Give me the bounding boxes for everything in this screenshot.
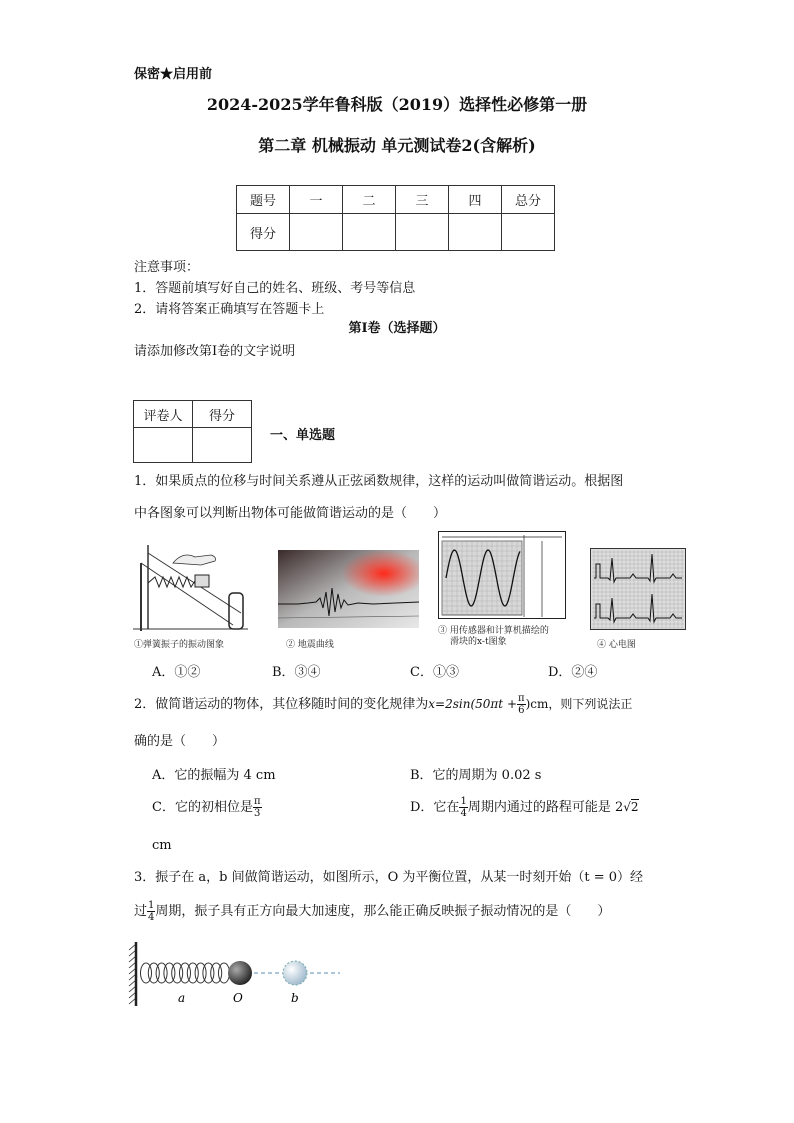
option-a[interactable]: A．它的振幅为 4 cm bbox=[152, 768, 276, 783]
option-b[interactable]: B．③④ bbox=[272, 665, 321, 680]
score-header-cell: 三 bbox=[396, 186, 449, 214]
score-header-cell: 四 bbox=[449, 186, 502, 214]
fraction-denominator: 4 bbox=[460, 808, 467, 819]
grader-cell[interactable] bbox=[134, 428, 193, 463]
score-header-cell: 二 bbox=[343, 186, 396, 214]
question-text: 周期，振子具有正方向最大加速度，那么能正确反映振子振动情况的是（ ） bbox=[155, 904, 611, 919]
question-3-text bbox=[134, 898, 674, 926]
option-text: D．它在 bbox=[410, 800, 460, 815]
question-line: 中各图象可以判断出物体可能做简谐运动的是（ ） bbox=[134, 506, 447, 521]
part1-title: 第I卷（选择题） bbox=[348, 321, 446, 336]
spring-oscillator-figure bbox=[133, 543, 248, 633]
note-item: 1．答题前填写好自己的姓名、班级、考号等信息 bbox=[134, 281, 416, 296]
notes-heading: 注意事项： bbox=[134, 260, 200, 275]
question-text: )cm，则下列说法正 bbox=[525, 697, 633, 711]
exam-title: 2024-2025学年鲁科版（2019）选择性必修第一册 bbox=[206, 95, 588, 114]
score-cell[interactable] bbox=[290, 214, 343, 251]
fraction-denominator: 6 bbox=[518, 705, 525, 716]
score-cell[interactable] bbox=[343, 214, 396, 251]
score-header-cell: 一 bbox=[290, 186, 343, 214]
sensor-xt-figure bbox=[438, 531, 566, 619]
confidential-label: 保密★启用前 bbox=[134, 67, 213, 82]
grader-table bbox=[133, 400, 252, 463]
sqrt-radicand: 2 bbox=[630, 800, 639, 814]
label-o: O bbox=[233, 991, 243, 1005]
score-cell[interactable] bbox=[396, 214, 449, 251]
option-c[interactable]: C．①③ bbox=[410, 665, 459, 680]
fraction-denominator: 4 bbox=[148, 912, 155, 923]
fraction-numerator: 1 bbox=[148, 900, 155, 911]
question-text: 过 bbox=[134, 904, 148, 919]
question-3-line: 3．振子在 a，b 间做简谐运动，如图所示，O 为平衡位置，从某一时刻开始（t = 0）经 bbox=[134, 870, 644, 885]
grader-cell[interactable] bbox=[193, 428, 252, 463]
figure-caption: ② 地震曲线 bbox=[286, 640, 334, 650]
section-title: 一、单选题 bbox=[270, 428, 336, 443]
option-c[interactable] bbox=[152, 796, 262, 819]
question-2-text bbox=[134, 690, 674, 719]
score-table bbox=[236, 185, 555, 251]
figure-caption: ③ 用传感器和计算机描绘的 bbox=[438, 626, 549, 636]
figure-caption: 滑块的x-t图象 bbox=[450, 637, 507, 647]
option-d[interactable]: D．②④ bbox=[548, 665, 598, 680]
score-header-cell: 总分 bbox=[502, 186, 555, 214]
ecg-figure bbox=[590, 548, 686, 630]
fraction bbox=[459, 796, 467, 819]
option-text: 周期内通过的路程可能是 2 bbox=[467, 800, 624, 815]
fraction-numerator: π bbox=[253, 796, 261, 807]
score-cell[interactable] bbox=[449, 214, 502, 251]
fraction bbox=[517, 693, 526, 716]
note-item: 2．请将答案正确填写在答题卡上 bbox=[134, 302, 325, 317]
question-line: 确的是（ ） bbox=[134, 734, 226, 749]
fraction-numerator: π bbox=[518, 693, 525, 704]
score-cell[interactable] bbox=[502, 214, 555, 251]
question-1-text bbox=[134, 468, 694, 528]
formula: x=2sin(50πt + bbox=[428, 697, 517, 711]
label-a: a bbox=[178, 991, 186, 1005]
seismograph-figure bbox=[278, 550, 419, 628]
question-text: 2．做简谐运动的物体，其位移随时间的变化规律为 bbox=[134, 697, 429, 712]
option-d-unit: cm bbox=[152, 838, 172, 853]
score-row-label: 得分 bbox=[237, 214, 290, 251]
fraction-denominator: 3 bbox=[254, 808, 261, 819]
question-line: 1．如果质点的位移与时间关系遵从正弦函数规律，这样的运动叫做简谐运动。根据图 bbox=[134, 474, 624, 489]
option-d[interactable]: D．它在 $\frac{1}{4}$ 周期内通过的路程可能是 2√2 bbox=[410, 796, 639, 819]
grader-header: 评卷人 bbox=[134, 401, 193, 428]
option-b[interactable]: B．它的周期为 0.02 s bbox=[410, 768, 542, 783]
horizontal-spring-figure bbox=[128, 940, 348, 1012]
option-text: C．它的初相位是 bbox=[152, 800, 253, 815]
fraction bbox=[253, 796, 262, 819]
score-header-cell: 题号 bbox=[237, 186, 290, 214]
exam-subtitle: 第二章 机械振动 单元测试卷2(含解析) bbox=[258, 136, 536, 155]
grader-header: 得分 bbox=[193, 401, 252, 428]
fraction-numerator: 1 bbox=[460, 796, 467, 807]
part1-description: 请添加修改第I卷的文字说明 bbox=[134, 344, 296, 359]
figure-caption: ①弹簧振子的振动图象 bbox=[134, 640, 225, 650]
option-a[interactable]: A．①② bbox=[152, 665, 201, 680]
figure-caption: ④ 心电图 bbox=[597, 640, 636, 650]
label-b: b bbox=[291, 991, 299, 1005]
